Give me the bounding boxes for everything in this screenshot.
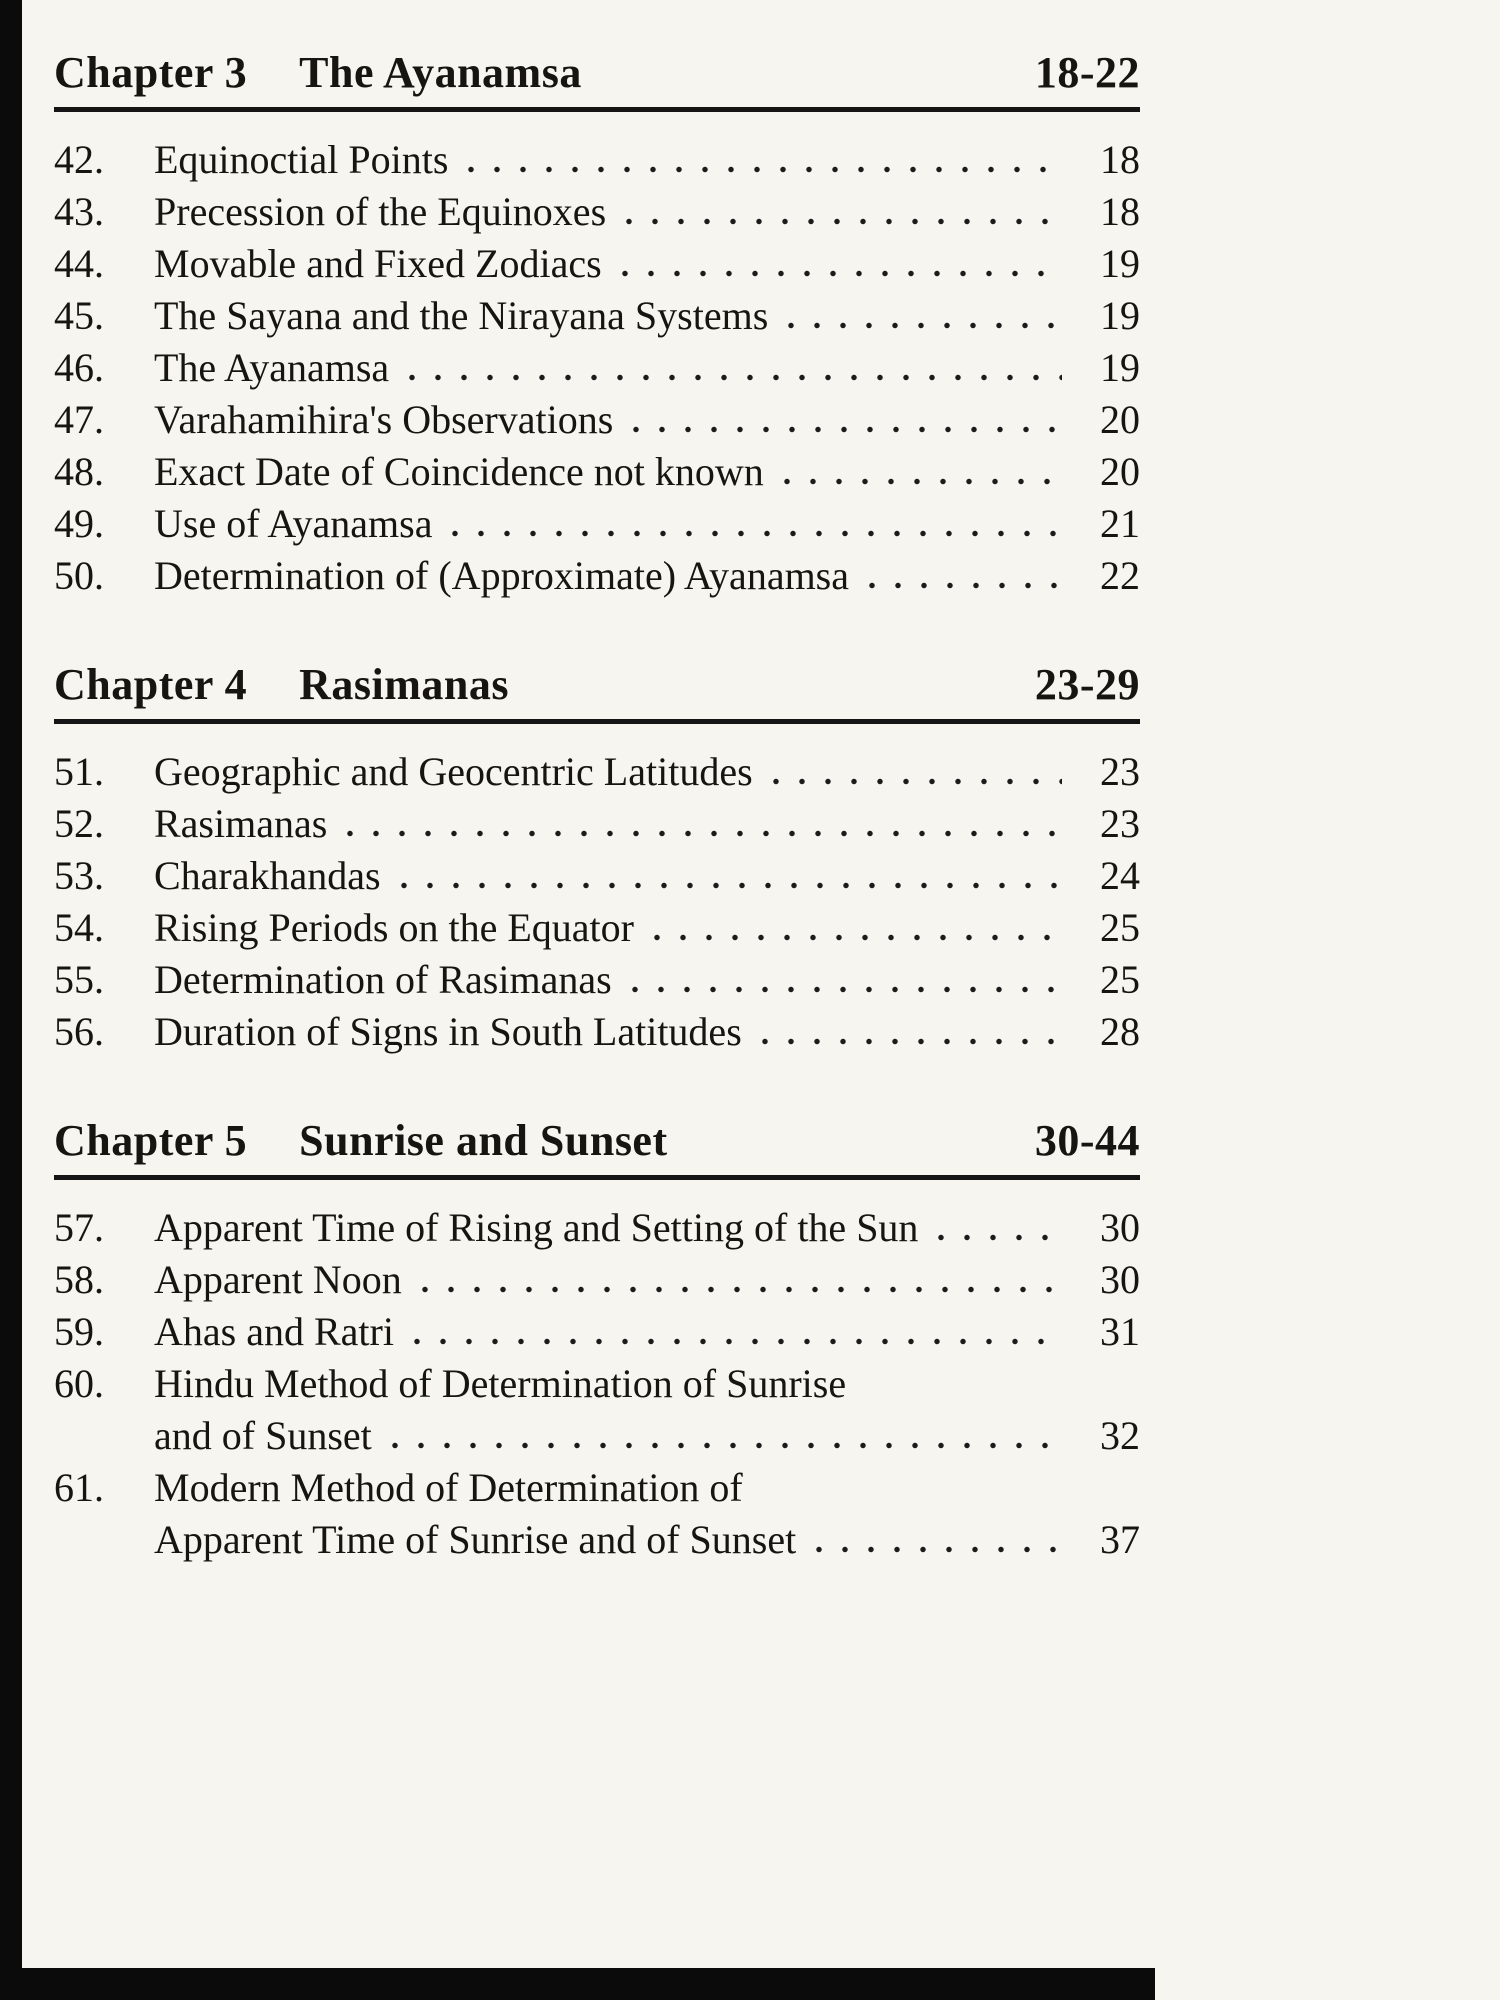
chapter-page-range: 30-44: [1034, 1116, 1140, 1165]
item-number: 48.: [54, 449, 104, 494]
chapter-items: [54, 1202, 1140, 1566]
toc-row: [54, 850, 1140, 902]
dot-leader: [859, 550, 1062, 602]
item-number: 47.: [54, 397, 104, 442]
item-title: Exact Date of Coincidence not known: [154, 449, 764, 494]
item-number: 54.: [54, 905, 104, 950]
chapter-label: Chapter 3: [54, 48, 248, 97]
dot-leader: [928, 1202, 1062, 1254]
toc-row: [54, 1358, 1140, 1410]
item-title: Modern Method of Determination of: [154, 1465, 743, 1510]
toc-row: [54, 134, 1140, 186]
dot-leader: [774, 446, 1062, 498]
toc-row: [54, 238, 1140, 290]
chapter-section-3: [54, 44, 1140, 602]
page-number: 20: [1100, 397, 1140, 442]
item-number: 61.: [54, 1465, 104, 1510]
page-number: 30: [1100, 1205, 1140, 1250]
item-number: 59.: [54, 1309, 104, 1354]
toc-row: [54, 798, 1140, 850]
scan-edge-bottom: [0, 1968, 1155, 2000]
page-number: 21: [1100, 501, 1140, 546]
chapter-label: Chapter 4: [54, 660, 248, 709]
item-number: 60.: [54, 1361, 104, 1406]
dot-leader: [752, 1006, 1062, 1058]
dot-leader: [616, 186, 1062, 238]
item-number: 44.: [54, 241, 104, 286]
item-title: Rising Periods on the Equator: [154, 905, 634, 950]
toc-row: [54, 902, 1140, 954]
item-number: 43.: [54, 189, 104, 234]
toc-row: [54, 1006, 1140, 1058]
heading-rule: [54, 719, 1140, 724]
chapter-page-range: 18-22: [1034, 48, 1140, 97]
chapter-title: Sunrise and Sunset: [299, 1116, 668, 1165]
item-title: The Ayanamsa: [154, 345, 390, 390]
page-number: 30: [1100, 1257, 1140, 1302]
dot-leader: [442, 498, 1062, 550]
dot-leader: [382, 1410, 1062, 1462]
dot-leader: [458, 134, 1062, 186]
indent-spacer: [54, 1514, 154, 1566]
item-title: Determination of Rasimanas: [154, 957, 612, 1002]
dot-leader: [623, 394, 1062, 446]
chapter-heading: [54, 44, 1140, 102]
chapter-section-4: [54, 656, 1140, 1058]
toc-content: [54, 44, 1140, 1620]
item-number: 55.: [54, 957, 104, 1002]
dot-leader: [644, 902, 1062, 954]
item-title: Duration of Signs in South Latitudes: [154, 1009, 742, 1054]
item-title: Hindu Method of Determination of Sunrise: [154, 1361, 847, 1406]
toc-row-continuation: [54, 1410, 1140, 1462]
dot-leader: [763, 746, 1062, 798]
page-number: 18: [1100, 189, 1140, 234]
item-number: 45.: [54, 293, 104, 338]
dot-leader: [612, 238, 1062, 290]
toc-row: [54, 290, 1140, 342]
item-number: 52.: [54, 801, 104, 846]
item-title-continued: and of Sunset: [154, 1413, 372, 1458]
dot-leader: [622, 954, 1062, 1006]
chapter-heading: [54, 656, 1140, 714]
page-number: 19: [1100, 241, 1140, 286]
toc-row: [54, 446, 1140, 498]
indent-spacer: [54, 1410, 154, 1462]
dot-leader: [404, 1306, 1062, 1358]
item-title-continued: Apparent Time of Sunrise and of Sunset: [154, 1517, 797, 1562]
chapter-section-5: [54, 1112, 1140, 1566]
item-title: Geographic and Geocentric Latitudes: [154, 749, 753, 794]
page-number: 19: [1100, 293, 1140, 338]
item-title: Varahamihira's Observations: [154, 397, 614, 442]
item-title: Precession of the Equinoxes: [154, 189, 607, 234]
item-title: The Sayana and the Nirayana Systems: [154, 293, 769, 338]
item-number: 50.: [54, 553, 104, 598]
toc-row: [54, 498, 1140, 550]
item-number: 42.: [54, 137, 104, 182]
item-title: Ahas and Ratri: [154, 1309, 394, 1354]
toc-row: [54, 394, 1140, 446]
chapter-page-range: 23-29: [1034, 660, 1140, 709]
item-title: Equinoctial Points: [154, 137, 449, 182]
toc-row: [54, 1306, 1140, 1358]
toc-row: [54, 186, 1140, 238]
chapter-title: Rasimanas: [299, 660, 510, 709]
dot-leader: [806, 1514, 1062, 1566]
toc-row-continuation: [54, 1514, 1140, 1566]
page-number: 18: [1100, 137, 1140, 182]
item-title: Use of Ayanamsa: [154, 501, 433, 546]
item-title: Charakhandas: [154, 853, 381, 898]
dot-leader: [391, 850, 1062, 902]
page-number: 24: [1100, 853, 1140, 898]
item-title: Rasimanas: [154, 801, 328, 846]
page-number: 25: [1100, 957, 1140, 1002]
item-number: 49.: [54, 501, 104, 546]
dot-leader: [778, 290, 1062, 342]
page-number: 31: [1100, 1309, 1140, 1354]
item-title: Determination of (Approximate) Ayanamsa: [154, 553, 849, 598]
page-number: 37: [1100, 1517, 1140, 1562]
item-title: Movable and Fixed Zodiacs: [154, 241, 602, 286]
toc-row: [54, 954, 1140, 1006]
toc-row: [54, 1462, 1140, 1514]
page-number: 25: [1100, 905, 1140, 950]
page-number: 32: [1100, 1413, 1140, 1458]
item-number: 57.: [54, 1205, 104, 1250]
page-number: 20: [1100, 449, 1140, 494]
item-number: 56.: [54, 1009, 104, 1054]
page-number: 22: [1100, 553, 1140, 598]
toc-row: [54, 1202, 1140, 1254]
toc-row: [54, 342, 1140, 394]
dot-leader: [412, 1254, 1062, 1306]
scan-edge-left: [0, 0, 22, 2000]
dot-leader: [337, 798, 1062, 850]
chapter-items: [54, 134, 1140, 602]
item-number: 58.: [54, 1257, 104, 1302]
toc-row: [54, 1254, 1140, 1306]
chapter-items: [54, 746, 1140, 1058]
item-number: 51.: [54, 749, 104, 794]
toc-row: [54, 550, 1140, 602]
item-number: 46.: [54, 345, 104, 390]
item-title: Apparent Time of Rising and Setting of the Sun: [154, 1205, 919, 1250]
page-number: 23: [1100, 749, 1140, 794]
chapter-title: The Ayanamsa: [299, 48, 582, 97]
heading-rule: [54, 107, 1140, 112]
heading-rule: [54, 1175, 1140, 1180]
chapter-label: Chapter 5: [54, 1116, 248, 1165]
chapter-heading: [54, 1112, 1140, 1170]
page-number: 23: [1100, 801, 1140, 846]
item-title: Apparent Noon: [154, 1257, 402, 1302]
dot-leader: [399, 342, 1062, 394]
page-number: 19: [1100, 345, 1140, 390]
page-number: 28: [1100, 1009, 1140, 1054]
item-number: 53.: [54, 853, 104, 898]
toc-row: [54, 746, 1140, 798]
